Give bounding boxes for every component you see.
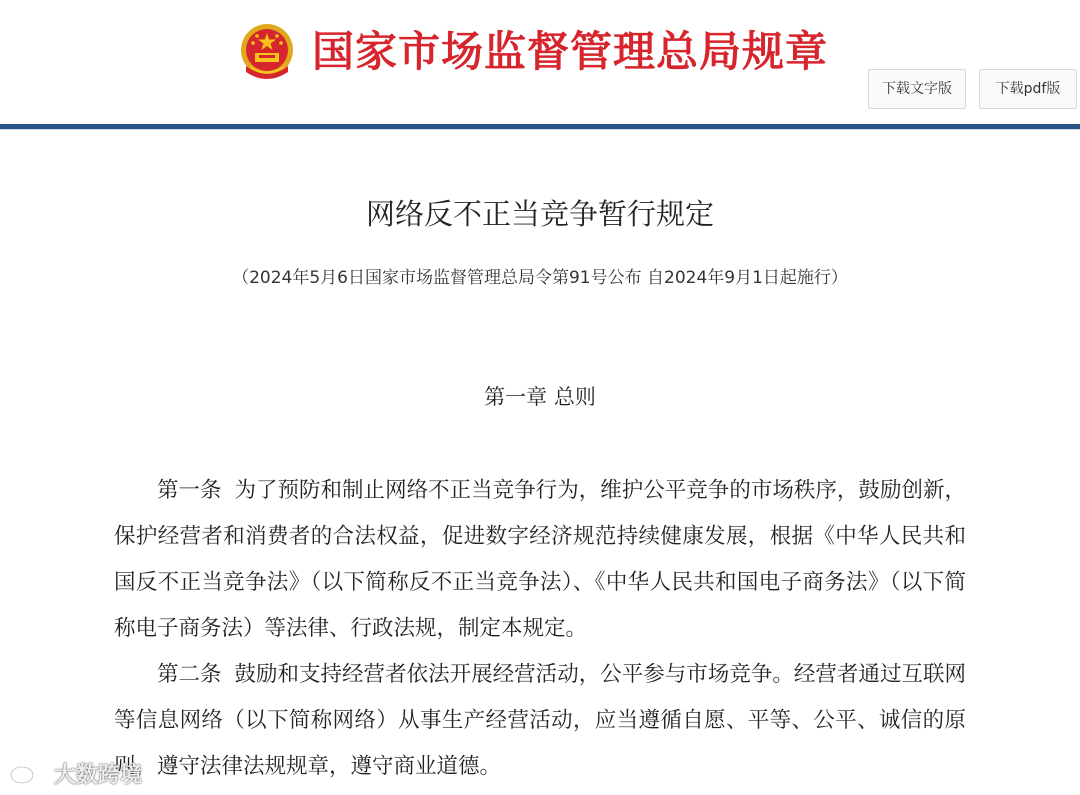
document-subtitle: （2024年5月6日国家市场监督管理总局令第91号公布 自2024年9月1日起施行） [232,268,848,288]
download-text-version-button[interactable]: 下载文字版 [868,69,966,109]
article-number: 第一条 [157,478,222,503]
article-text: 鼓励和支持经营者依法开展经营活动，公平参与市场竞争。经营者通过互联网等信息网络（以下简称网络）从事生产经营活动，应当遵循自愿、平等、公平、诚信的原则，遵守法律法规规章，遵守商业道德。 [114,662,966,779]
watermark-text: 大数跨境 [54,762,143,788]
weibo-logo-icon [8,760,48,786]
header-divider-shadow [0,129,1080,130]
document-title: 网络反不正当竞争暂行规定 [365,197,714,231]
watermark [8,758,142,788]
article-paragraph [114,652,966,790]
national-emblem-icon [238,22,296,82]
chapter-heading: 第一章 总则 [484,385,596,409]
article-paragraph [114,468,966,652]
document-body [114,468,966,790]
site-title: 国家市场监督管理总局规章 [312,27,829,76]
article-number: 第二条 [157,662,222,687]
page-header [0,0,1080,124]
download-pdf-version-button[interactable]: 下载pdf版 [979,69,1077,109]
article-text: 为了预防和制止网络不正当竞争行为，维护公平竞争的市场秩序，鼓励创新，保护经营者和消费者的合法权益，促进数字经济规范持续健康发展，根据《中华人民共和国反不正当竞争法》（以下简称反不正当竞争法）、《中华人民共和国电子商务法》（以下简称电子商务法）等法律、行政法规，制定本规定。 [114,478,966,641]
